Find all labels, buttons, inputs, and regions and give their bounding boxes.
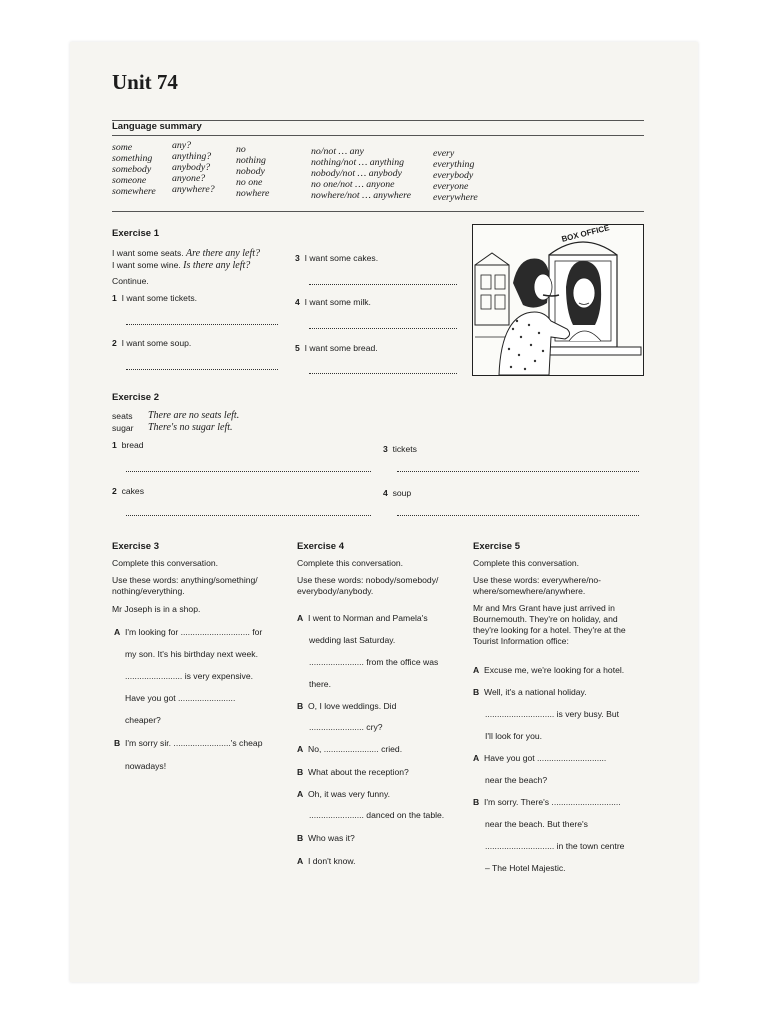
answer-line[interactable] — [397, 515, 639, 516]
exercise-2-example-sentence: There are no seats left. — [148, 410, 240, 421]
exercise-1-item: 3 I want some cakes. — [295, 253, 379, 263]
exercise-2-item: 3 tickets — [383, 444, 417, 454]
answer-line[interactable] — [126, 324, 278, 325]
exercise-5-heading: Exercise 5 — [473, 541, 521, 552]
exercise-1-example-a: I want some seats. Are there any left? — [112, 248, 261, 259]
exercise-2-example-sentence: There's no sugar left. — [148, 422, 233, 433]
dialogue-line: cheaper? — [125, 715, 161, 725]
exercise-1-heading: Exercise 1 — [112, 228, 160, 239]
summary-column-no: no nothing nobody no one nowhere — [236, 144, 270, 199]
language-summary-heading: Language summary — [112, 121, 202, 132]
exercise-5-intro: Mr and Mrs Grant have just arrived in Bournemouth. They're on holiday, and they're looking for a hotel. They're at the Tourist Information office: — [473, 603, 626, 646]
exercise-4-heading: Exercise 4 — [297, 541, 345, 552]
answer-line[interactable] — [126, 471, 371, 472]
exercise-2-item: 4 soup — [383, 488, 412, 498]
exercise-2-example-word: seats — [112, 411, 133, 421]
answer-line[interactable] — [397, 471, 639, 472]
exercise-3-heading: Exercise 3 — [112, 541, 160, 552]
dialogue-line: B I'm sorry sir. ........................'s cheap — [114, 738, 263, 748]
dialogue-line: B I'm sorry. There's ............................. — [473, 797, 621, 807]
answer-line[interactable] — [309, 328, 457, 329]
exercise-5-instruction: Complete this conversation. — [473, 558, 580, 568]
summary-column-not-any: no/not … any nothing/not … anything nobody/not … anybody no one/not … anyone nowhere/not … anywhere — [311, 146, 411, 201]
exercise-1-continue: Continue. — [112, 276, 149, 286]
dialogue-line: nowadays! — [125, 761, 167, 771]
dialogue-line: near the beach. But there's — [485, 819, 588, 829]
dialogue-line: ....................... from the office was — [309, 657, 439, 667]
answer-line[interactable] — [309, 284, 457, 285]
dialogue-line: B O, I love weddings. Did — [297, 701, 397, 711]
dialogue-line: wedding last Saturday. — [309, 635, 396, 645]
exercise-1-example-b: I want some wine. Is there any left? — [112, 260, 251, 271]
box-office-sign: BOX OFFICE — [560, 223, 611, 244]
divider — [112, 211, 644, 212]
unit-title: Unit 74 — [112, 70, 178, 94]
answer-line[interactable] — [309, 373, 457, 374]
dialogue-line: A No, ....................... cried. — [297, 744, 403, 754]
dialogue-line: ............................. is very busy. But — [485, 709, 620, 719]
exercise-2-item: 2 cakes — [112, 486, 145, 496]
answer-line[interactable] — [126, 369, 278, 370]
exercise-1-item: 1 I want some tickets. — [112, 293, 198, 303]
dialogue-line: A Oh, it was very funny. — [297, 789, 390, 799]
summary-column-some: some something somebody someone somewhere — [112, 142, 156, 197]
dialogue-line: ....................... cry? — [309, 722, 383, 732]
exercise-2-example-word: sugar — [112, 423, 134, 433]
dialogue-line: A I'm looking for ............................. for — [114, 627, 263, 637]
dialogue-line: B Who was it? — [297, 833, 355, 843]
dialogue-line: there. — [309, 679, 331, 689]
dialogue-line: ....................... danced on the table. — [309, 810, 445, 820]
exercise-2-heading: Exercise 2 — [112, 392, 160, 403]
summary-column-every: every everything everybody everyone everywhere — [433, 148, 478, 203]
dialogue-line: A Excuse me, we're looking for a hotel. — [473, 665, 625, 675]
dialogue-line: – The Hotel Majestic. — [485, 863, 566, 873]
exercise-3-instruction: Complete this conversation. — [112, 558, 219, 568]
answer-line[interactable] — [126, 515, 371, 516]
dialogue-line: my son. It's his birthday next week. — [125, 649, 258, 659]
dialogue-line: B What about the reception? — [297, 767, 409, 777]
exercise-3-intro: Mr Joseph is in a shop. — [112, 604, 201, 614]
dialogue-line: A Have you got ............................. — [473, 753, 607, 763]
exercise-1-item: 4 I want some milk. — [295, 297, 371, 307]
dialogue-line: B Well, it's a national holiday. — [473, 687, 587, 697]
exercise-1-item: 5 I want some bread. — [295, 343, 378, 353]
divider — [112, 135, 644, 136]
dialogue-line: near the beach? — [485, 775, 548, 785]
dialogue-line: I'll look for you. — [485, 731, 543, 741]
box-office-illustration — [472, 224, 644, 376]
exercise-4-instruction: Complete this conversation. — [297, 558, 404, 568]
exercise-1-item: 2 I want some soup. — [112, 338, 192, 348]
dialogue-line: ........................ is very expensive. — [125, 671, 253, 681]
exercise-2-item: 1 bread — [112, 440, 144, 450]
dialogue-line: A I don't know. — [297, 856, 356, 866]
dialogue-line: A I went to Norman and Pamela's — [297, 613, 428, 623]
dialogue-line: ............................. in the town centre — [485, 841, 625, 851]
exercise-3-word-list: Use these words: anything/something/ nothing/everything. — [112, 575, 258, 596]
exercise-5-word-list: Use these words: everywhere/no-where/somewhere/anywhere. — [473, 575, 602, 596]
exercise-4-word-list: Use these words: nobody/somebody/ everybody/anybody. — [297, 575, 439, 596]
summary-column-any: any? anything? anybody? anyone? anywhere? — [172, 140, 215, 195]
dialogue-line: Have you got ........................ — [125, 693, 236, 703]
